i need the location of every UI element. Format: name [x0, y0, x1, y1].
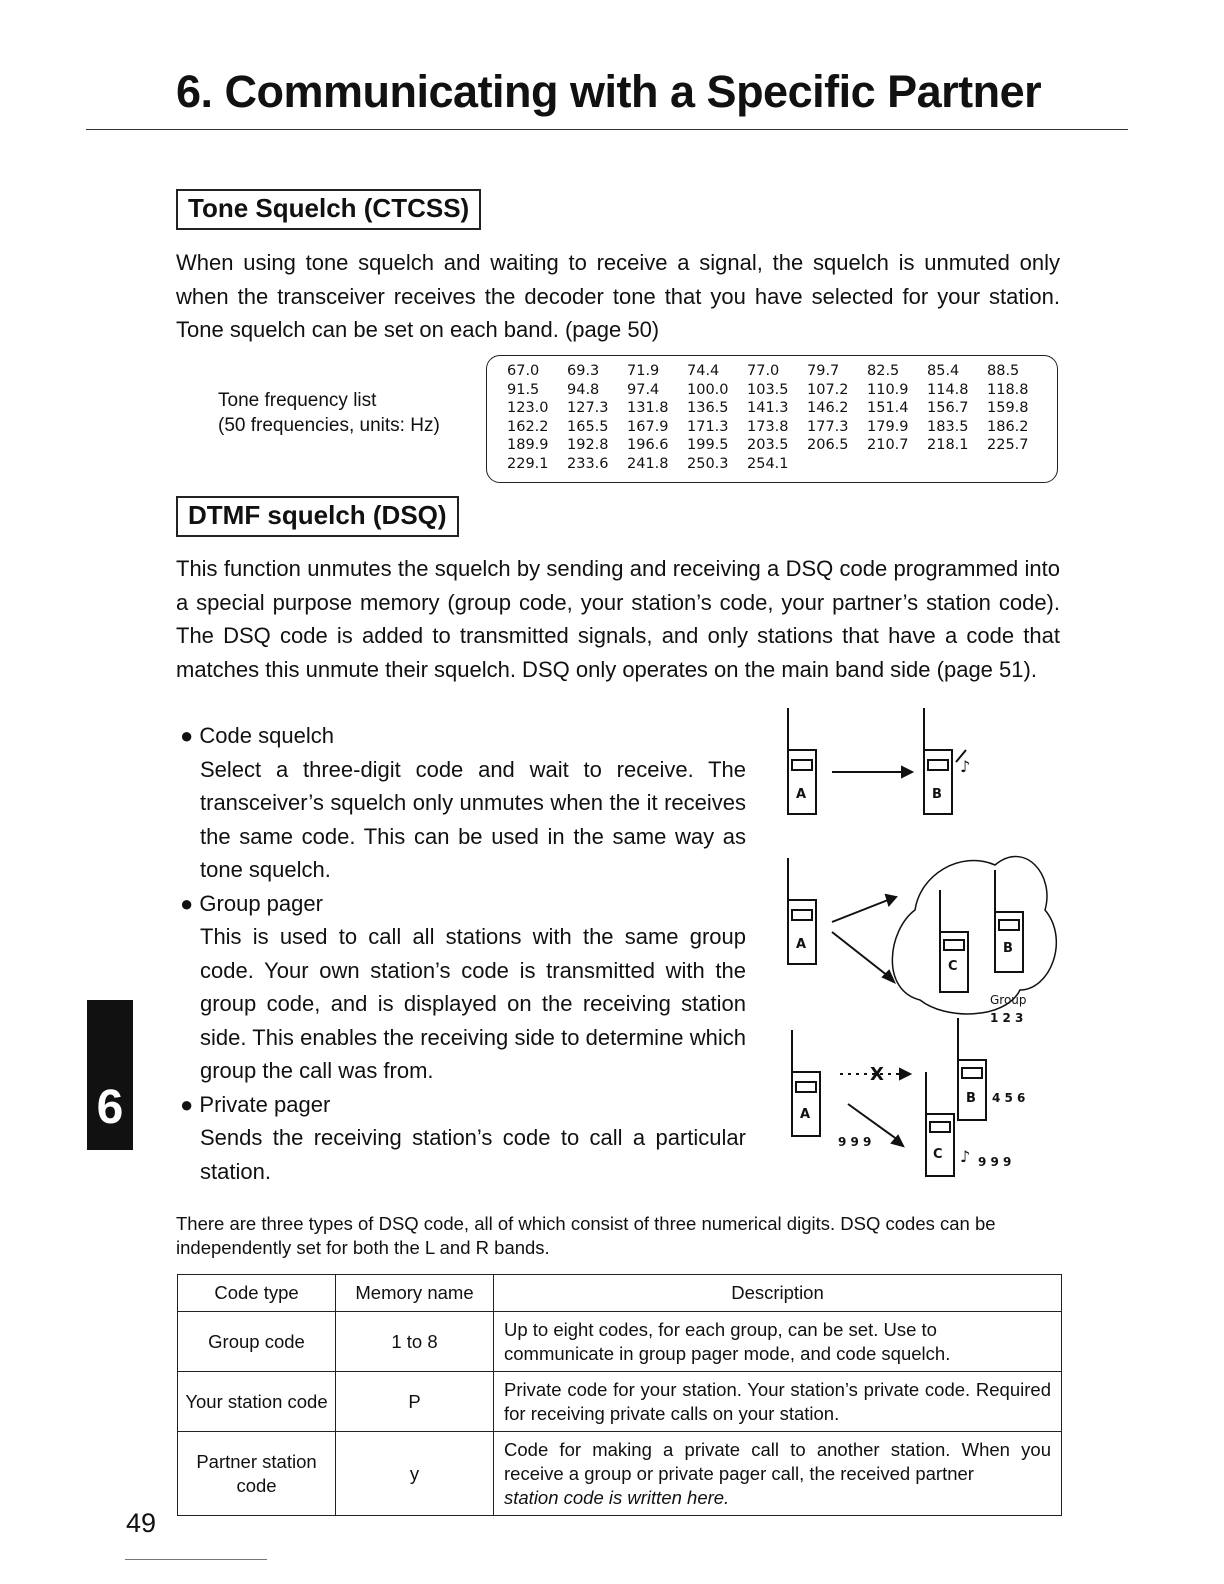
- blocked-cross-icon: X: [870, 1064, 884, 1085]
- frequency-value: 74.4: [687, 363, 720, 379]
- frequency-value: 199.5: [687, 437, 729, 453]
- frequency-value: 203.5: [747, 437, 789, 453]
- tone-frequency-label-line1: Tone frequency list: [218, 390, 377, 411]
- memory-name-cell: 1 to 8: [336, 1312, 494, 1372]
- code-type-cell: Partner station code: [178, 1432, 336, 1516]
- station-code-999: 9 9 9: [838, 1135, 872, 1149]
- frequency-value: 94.8: [567, 381, 600, 398]
- frequency-value: 229.1: [507, 455, 549, 472]
- bullet-dot-icon: ●: [180, 890, 194, 916]
- memory-name-cell: P: [336, 1372, 494, 1432]
- arrow-head-icon: [902, 767, 912, 777]
- dsq-bullet-list: [180, 719, 746, 1188]
- frequency-value: 254.1: [747, 455, 789, 472]
- description-text: Code for making a private call to another station. When you receive a group or private pager call, the received partner: [504, 1438, 1051, 1484]
- frequency-value: 250.3: [687, 455, 729, 472]
- private-pager-title: Private pager: [199, 1091, 331, 1117]
- group-label: Group: [990, 993, 1027, 1007]
- dsq-heading: DTMF squelch (DSQ): [176, 496, 459, 537]
- frequency-value: 82.5: [867, 363, 900, 379]
- music-note-icon: ♪: [960, 757, 971, 776]
- frequency-value: 151.4: [867, 400, 909, 416]
- memory-name-cell: y: [336, 1432, 494, 1516]
- frequency-value: 100.0: [687, 381, 729, 398]
- frequency-value: 241.8: [627, 455, 669, 472]
- chapter-tab-number: 6: [96, 1081, 124, 1134]
- frequency-value: 171.3: [687, 418, 729, 435]
- column-header: Memory name: [336, 1275, 494, 1312]
- table-row: [178, 1312, 1062, 1372]
- tone-frequency-label-line2: (50 frequencies, units: Hz): [218, 415, 440, 436]
- station-code-456: 4 5 6: [992, 1091, 1026, 1105]
- station-code-999: 9 9 9: [978, 1155, 1012, 1169]
- frequency-value: 192.8: [567, 437, 609, 453]
- frequency-value: 183.5: [927, 418, 969, 435]
- radio-label-c: C: [933, 1147, 943, 1162]
- arrow-head-icon: [900, 1069, 910, 1079]
- frequency-value: 136.5: [687, 400, 729, 416]
- arrow-head-icon: [886, 895, 896, 905]
- frequency-value: 179.9: [867, 418, 909, 435]
- frequency-value: 167.9: [627, 418, 669, 435]
- frequency-value: 189.9: [507, 437, 549, 453]
- column-header: Code type: [178, 1275, 336, 1312]
- page-number: 49: [126, 1508, 157, 1538]
- description-text-italic: station code is written here.: [504, 1486, 730, 1508]
- frequency-value: 67.0: [507, 363, 540, 379]
- frequency-value: 71.9: [627, 363, 660, 379]
- dsq-code-table: [177, 1274, 1062, 1516]
- arrow-line: [832, 932, 888, 976]
- tone-squelch-heading: Tone Squelch (CTCSS): [176, 189, 481, 230]
- description-cell: Up to eight codes, for each group, can be set. Use to communicate in group pager mode, and code squelch.: [494, 1312, 1062, 1372]
- frequency-value: 159.8: [987, 400, 1029, 416]
- frequency-value: 156.7: [927, 400, 969, 416]
- radio-label-b: B: [1003, 941, 1013, 956]
- table-row: [178, 1372, 1062, 1432]
- bullet-dot-icon: ●: [180, 723, 194, 748]
- private-pager-body: Sends the receiving station’s code to call a particular station.: [200, 1125, 746, 1184]
- group-pager-title: Group pager: [199, 890, 323, 916]
- code-squelch-title: Code squelch: [199, 723, 334, 748]
- frequency-value: 146.2: [807, 400, 849, 416]
- frequency-value: 206.5: [807, 437, 849, 453]
- frequency-value: 77.0: [747, 363, 780, 379]
- frequency-value: 233.6: [567, 455, 609, 472]
- code-type-cell: Your station code: [178, 1372, 336, 1432]
- frequency-value: 85.4: [927, 363, 960, 379]
- frequency-value: 114.8: [927, 381, 969, 398]
- description-cell: Private code for your station. Your station’s private code. Required for receiving private calls on your station.: [494, 1372, 1062, 1432]
- frequency-value: 97.4: [627, 381, 660, 398]
- frequency-value: 186.2: [987, 418, 1029, 435]
- frequency-value: 165.5: [567, 418, 609, 435]
- bullet-dot-icon: ●: [180, 1091, 194, 1117]
- dsq-note: There are three types of DSQ code, all of which consist of three numerical digits. DSQ codes can be independently set for both the L and R bands.: [176, 1213, 996, 1258]
- arrow-line: [832, 900, 888, 922]
- title-divider: [86, 129, 1128, 130]
- tone-squelch-paragraph: When using tone squelch and waiting to receive a signal, the squelch is unmuted only when the transceiver receives the decoder tone that you have selected for your station. Tone squelch can be set on each band. (page 50): [176, 250, 1060, 342]
- music-note-icon: ♪: [960, 1147, 971, 1166]
- radio-icon: [995, 870, 1023, 972]
- frequency-value: 173.8: [747, 418, 789, 435]
- tone-frequency-list: [486, 355, 1058, 483]
- description-cell: [494, 1432, 1062, 1516]
- frequency-value: 110.9: [867, 381, 909, 398]
- frequency-value: 225.7: [987, 437, 1029, 453]
- radio-label-b: B: [932, 787, 942, 802]
- radio-label-a: A: [800, 1107, 811, 1122]
- frequency-value: 177.3: [807, 418, 849, 435]
- radio-label-a: A: [796, 937, 807, 952]
- dsq-diagram: [770, 700, 1070, 1190]
- list-item: [180, 719, 746, 887]
- page-title: 6. Communicating with a Specific Partner: [176, 66, 1042, 117]
- frequency-value: 196.6: [627, 437, 669, 453]
- frequency-value: 91.5: [507, 381, 540, 398]
- frequency-value: 69.3: [567, 363, 600, 379]
- table-header-row: [178, 1275, 1062, 1312]
- frequency-value: 131.8: [627, 400, 669, 416]
- radio-icon: [940, 890, 968, 992]
- frequency-value: 88.5: [987, 363, 1020, 379]
- frequency-value: 218.1: [927, 437, 969, 453]
- frequency-value: 162.2: [507, 418, 549, 435]
- radio-label-c: C: [948, 959, 958, 974]
- table-row: [178, 1432, 1062, 1516]
- group-pager-body: This is used to call all stations with the same group code. Your own station’s code is transmitted with the group code, and is displayed on the receiving station side. This enables the receiving side to determine which group the call was from.: [200, 924, 746, 1083]
- frequency-value: 123.0: [507, 400, 549, 416]
- list-item: [180, 887, 746, 1088]
- group-code: 1 2 3: [990, 1011, 1024, 1025]
- frequency-value: 127.3: [567, 400, 609, 416]
- code-type-cell: Group code: [178, 1312, 336, 1372]
- radio-label-b: B: [966, 1091, 976, 1106]
- frequency-value: 107.2: [807, 381, 849, 398]
- frequency-value: 118.8: [987, 381, 1029, 398]
- radio-label-a: A: [796, 787, 807, 802]
- code-squelch-body: Select a three-digit code and wait to receive. The transceiver’s squelch only unmutes when the it receives the same code. This can be used in the same way as tone squelch.: [200, 756, 746, 882]
- frequency-value: 141.3: [747, 400, 789, 416]
- frequency-value: 103.5: [747, 381, 789, 398]
- bottom-divider: [125, 1559, 267, 1560]
- cloud-icon: [892, 857, 1056, 1014]
- list-item: [180, 1088, 746, 1189]
- dsq-paragraph: This function unmutes the squelch by sending and receiving a DSQ code programmed into a special purpose memory (group code, your station’s code, your partner’s station code). The DSQ code is added to transmitted signals, and only stations that have a code that matches this unmute their squelch. DSQ only operates on the main band side (page 51).: [176, 556, 1060, 682]
- column-header: Description: [494, 1275, 1062, 1312]
- tone-frequency-grid: [507, 362, 1047, 473]
- frequency-value: 79.7: [807, 363, 840, 379]
- tone-frequency-label: [218, 388, 440, 438]
- frequency-value: 210.7: [867, 437, 909, 453]
